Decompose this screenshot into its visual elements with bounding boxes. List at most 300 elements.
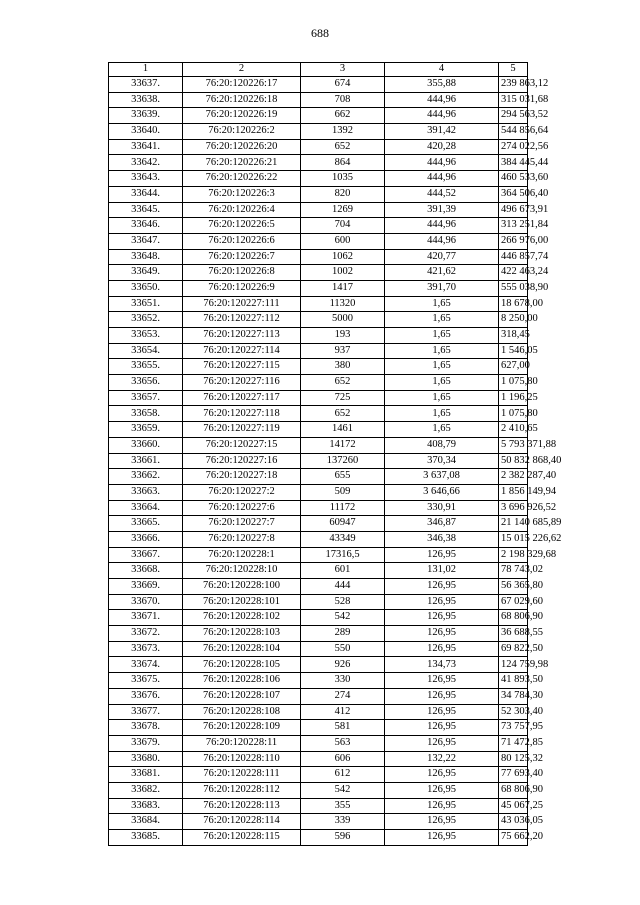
table-row bbox=[109, 673, 528, 689]
area-cell: 11172 bbox=[301, 500, 385, 516]
rate-cell: 126,95 bbox=[385, 704, 499, 720]
row-number-cell: 33649. bbox=[109, 265, 183, 281]
cadastral-number-cell: 76:20:120228:103 bbox=[183, 626, 301, 642]
row-number-cell: 33683. bbox=[109, 798, 183, 814]
value-cell: 266 976,00 bbox=[499, 233, 528, 249]
value-cell: 71 472,85 bbox=[499, 735, 528, 751]
table-row bbox=[109, 798, 528, 814]
rate-cell: 134,73 bbox=[385, 657, 499, 673]
area-cell: 137260 bbox=[301, 453, 385, 469]
cadastral-number-cell: 76:20:120226:6 bbox=[183, 233, 301, 249]
area-cell: 509 bbox=[301, 484, 385, 500]
value-cell: 77 693,40 bbox=[499, 767, 528, 783]
area-cell: 1417 bbox=[301, 280, 385, 296]
cadastral-number-cell: 76:20:120226:20 bbox=[183, 139, 301, 155]
area-cell: 355 bbox=[301, 798, 385, 814]
cadastral-number-cell: 76:20:120227:118 bbox=[183, 406, 301, 422]
row-number-cell: 33661. bbox=[109, 453, 183, 469]
row-number-cell: 33671. bbox=[109, 610, 183, 626]
row-number-cell: 33673. bbox=[109, 641, 183, 657]
area-cell: 274 bbox=[301, 688, 385, 704]
cadastral-number-cell: 76:20:120227:15 bbox=[183, 437, 301, 453]
table-row bbox=[109, 155, 528, 171]
value-cell: 384 445,44 bbox=[499, 155, 528, 171]
cadastral-number-cell: 76:20:120227:115 bbox=[183, 359, 301, 375]
cadastral-number-cell: 76:20:120227:16 bbox=[183, 453, 301, 469]
cadastral-number-cell: 76:20:120228:106 bbox=[183, 673, 301, 689]
cadastral-number-cell: 76:20:120228:1 bbox=[183, 547, 301, 563]
rate-cell: 444,96 bbox=[385, 92, 499, 108]
table-row bbox=[109, 328, 528, 344]
row-number-cell: 33653. bbox=[109, 328, 183, 344]
column-header-3: 3 bbox=[301, 63, 385, 77]
rate-cell: 3 646,66 bbox=[385, 484, 499, 500]
table-row bbox=[109, 171, 528, 187]
value-cell: 8 250,00 bbox=[499, 312, 528, 328]
cadastral-number-cell: 76:20:120227:112 bbox=[183, 312, 301, 328]
area-cell: 43349 bbox=[301, 531, 385, 547]
rate-cell: 126,95 bbox=[385, 814, 499, 830]
rate-cell: 132,22 bbox=[385, 751, 499, 767]
row-number-cell: 33680. bbox=[109, 751, 183, 767]
row-number-cell: 33638. bbox=[109, 92, 183, 108]
value-cell: 318,45 bbox=[499, 328, 528, 344]
row-number-cell: 33678. bbox=[109, 720, 183, 736]
row-number-cell: 33647. bbox=[109, 233, 183, 249]
area-cell: 563 bbox=[301, 735, 385, 751]
area-cell: 725 bbox=[301, 390, 385, 406]
rate-cell: 1,65 bbox=[385, 312, 499, 328]
table-row bbox=[109, 359, 528, 375]
table-row bbox=[109, 139, 528, 155]
cadastral-number-cell: 76:20:120226:4 bbox=[183, 202, 301, 218]
area-cell: 289 bbox=[301, 626, 385, 642]
cadastral-number-cell: 76:20:120227:113 bbox=[183, 328, 301, 344]
area-cell: 655 bbox=[301, 469, 385, 485]
row-number-cell: 33670. bbox=[109, 594, 183, 610]
area-cell: 542 bbox=[301, 782, 385, 798]
row-number-cell: 33637. bbox=[109, 77, 183, 93]
cadastral-number-cell: 76:20:120227:114 bbox=[183, 343, 301, 359]
rate-cell: 126,95 bbox=[385, 579, 499, 595]
rate-cell: 391,70 bbox=[385, 280, 499, 296]
row-number-cell: 33660. bbox=[109, 437, 183, 453]
rate-cell: 131,02 bbox=[385, 563, 499, 579]
value-cell: 18 678,00 bbox=[499, 296, 528, 312]
value-cell: 36 688,55 bbox=[499, 626, 528, 642]
cadastral-number-cell: 76:20:120228:109 bbox=[183, 720, 301, 736]
row-number-cell: 33667. bbox=[109, 547, 183, 563]
area-cell: 937 bbox=[301, 343, 385, 359]
table-row bbox=[109, 767, 528, 783]
cadastral-number-cell: 76:20:120228:108 bbox=[183, 704, 301, 720]
cadastral-number-cell: 76:20:120226:17 bbox=[183, 77, 301, 93]
value-cell: 1 856 149,94 bbox=[499, 484, 528, 500]
table-row bbox=[109, 500, 528, 516]
rate-cell: 444,52 bbox=[385, 186, 499, 202]
cadastral-number-cell: 76:20:120226:5 bbox=[183, 218, 301, 234]
value-cell: 1 196,25 bbox=[499, 390, 528, 406]
area-cell: 926 bbox=[301, 657, 385, 673]
area-cell: 704 bbox=[301, 218, 385, 234]
rate-cell: 1,65 bbox=[385, 375, 499, 391]
value-cell: 1 546,05 bbox=[499, 343, 528, 359]
rate-cell: 444,96 bbox=[385, 155, 499, 171]
row-number-cell: 33669. bbox=[109, 579, 183, 595]
value-cell: 41 893,50 bbox=[499, 673, 528, 689]
row-number-cell: 33668. bbox=[109, 563, 183, 579]
row-number-cell: 33684. bbox=[109, 814, 183, 830]
row-number-cell: 33639. bbox=[109, 108, 183, 124]
value-cell: 627,00 bbox=[499, 359, 528, 375]
cadastral-number-cell: 76:20:120228:113 bbox=[183, 798, 301, 814]
rate-cell: 408,79 bbox=[385, 437, 499, 453]
area-cell: 600 bbox=[301, 233, 385, 249]
cadastral-number-cell: 76:20:120228:101 bbox=[183, 594, 301, 610]
area-cell: 330 bbox=[301, 673, 385, 689]
area-cell: 380 bbox=[301, 359, 385, 375]
value-cell: 460 533,60 bbox=[499, 171, 528, 187]
cadastral-number-cell: 76:20:120226:3 bbox=[183, 186, 301, 202]
cadastral-table bbox=[108, 62, 562, 846]
table-row bbox=[109, 375, 528, 391]
cadastral-number-cell: 76:20:120227:116 bbox=[183, 375, 301, 391]
cadastral-number-cell: 76:20:120226:21 bbox=[183, 155, 301, 171]
row-number-cell: 33655. bbox=[109, 359, 183, 375]
value-cell: 555 038,90 bbox=[499, 280, 528, 296]
table-body bbox=[109, 77, 562, 846]
table-row bbox=[109, 92, 528, 108]
area-cell: 17316,5 bbox=[301, 547, 385, 563]
row-number-cell: 33659. bbox=[109, 422, 183, 438]
cadastral-number-cell: 76:20:120226:22 bbox=[183, 171, 301, 187]
value-cell: 364 506,40 bbox=[499, 186, 528, 202]
table-row bbox=[109, 704, 528, 720]
table-row bbox=[109, 218, 528, 234]
cadastral-number-cell: 76:20:120228:114 bbox=[183, 814, 301, 830]
rate-cell: 444,96 bbox=[385, 218, 499, 234]
value-cell: 78 743,02 bbox=[499, 563, 528, 579]
table-row bbox=[109, 312, 528, 328]
rate-cell: 126,95 bbox=[385, 641, 499, 657]
cadastral-number-cell: 76:20:120228:102 bbox=[183, 610, 301, 626]
table-row bbox=[109, 422, 528, 438]
row-number-cell: 33663. bbox=[109, 484, 183, 500]
area-cell: 864 bbox=[301, 155, 385, 171]
table-row bbox=[109, 265, 528, 281]
cadastral-number-cell: 76:20:120226:2 bbox=[183, 124, 301, 140]
table-row bbox=[109, 406, 528, 422]
table-row bbox=[109, 641, 528, 657]
value-cell: 315 031,68 bbox=[499, 92, 528, 108]
row-number-cell: 33646. bbox=[109, 218, 183, 234]
area-cell: 652 bbox=[301, 139, 385, 155]
rate-cell: 444,96 bbox=[385, 233, 499, 249]
rate-cell: 3 637,08 bbox=[385, 469, 499, 485]
area-cell: 662 bbox=[301, 108, 385, 124]
area-cell: 1392 bbox=[301, 124, 385, 140]
row-number-cell: 33662. bbox=[109, 469, 183, 485]
rate-cell: 126,95 bbox=[385, 688, 499, 704]
cadastral-number-cell: 76:20:120228:107 bbox=[183, 688, 301, 704]
value-cell: 68 806,90 bbox=[499, 782, 528, 798]
rate-cell: 126,95 bbox=[385, 547, 499, 563]
row-number-cell: 33657. bbox=[109, 390, 183, 406]
table-header-row bbox=[109, 63, 528, 77]
value-cell: 73 757,95 bbox=[499, 720, 528, 736]
area-cell: 596 bbox=[301, 830, 385, 846]
table-row bbox=[109, 751, 528, 767]
rate-cell: 126,95 bbox=[385, 610, 499, 626]
rate-cell: 370,34 bbox=[385, 453, 499, 469]
area-cell: 1461 bbox=[301, 422, 385, 438]
cadastral-number-cell: 76:20:120228:10 bbox=[183, 563, 301, 579]
row-number-cell: 33664. bbox=[109, 500, 183, 516]
area-cell: 528 bbox=[301, 594, 385, 610]
column-header-2: 2 bbox=[183, 63, 301, 77]
value-cell: 69 822,50 bbox=[499, 641, 528, 657]
value-cell: 2 382 287,40 bbox=[499, 469, 528, 485]
row-number-cell: 33677. bbox=[109, 704, 183, 720]
value-cell: 45 067,25 bbox=[499, 798, 528, 814]
value-cell: 34 784,30 bbox=[499, 688, 528, 704]
rate-cell: 126,95 bbox=[385, 798, 499, 814]
rate-cell: 126,95 bbox=[385, 735, 499, 751]
rate-cell: 1,65 bbox=[385, 390, 499, 406]
area-cell: 60947 bbox=[301, 516, 385, 532]
row-number-cell: 33665. bbox=[109, 516, 183, 532]
cadastral-number-cell: 76:20:120227:119 bbox=[183, 422, 301, 438]
value-cell: 50 832 868,40 bbox=[499, 453, 528, 469]
area-cell: 14172 bbox=[301, 437, 385, 453]
value-cell: 5 793 371,88 bbox=[499, 437, 528, 453]
rate-cell: 391,42 bbox=[385, 124, 499, 140]
area-cell: 193 bbox=[301, 328, 385, 344]
cadastral-number-cell: 76:20:120227:117 bbox=[183, 390, 301, 406]
rate-cell: 346,87 bbox=[385, 516, 499, 532]
value-cell: 1 075,80 bbox=[499, 375, 528, 391]
cadastral-number-cell: 76:20:120228:11 bbox=[183, 735, 301, 751]
table-row bbox=[109, 390, 528, 406]
row-number-cell: 33654. bbox=[109, 343, 183, 359]
value-cell: 446 857,74 bbox=[499, 249, 528, 265]
cadastral-number-cell: 76:20:120226:19 bbox=[183, 108, 301, 124]
table-row bbox=[109, 782, 528, 798]
table-row bbox=[109, 563, 528, 579]
row-number-cell: 33645. bbox=[109, 202, 183, 218]
cadastral-number-cell: 76:20:120227:7 bbox=[183, 516, 301, 532]
table-row bbox=[109, 814, 528, 830]
table-row bbox=[109, 516, 528, 532]
value-cell: 239 863,12 bbox=[499, 77, 528, 93]
row-number-cell: 33676. bbox=[109, 688, 183, 704]
area-cell: 581 bbox=[301, 720, 385, 736]
value-cell: 124 759,98 bbox=[499, 657, 528, 673]
table-row bbox=[109, 437, 528, 453]
row-number-cell: 33658. bbox=[109, 406, 183, 422]
page-number: 688 bbox=[311, 26, 329, 40]
rate-cell: 420,77 bbox=[385, 249, 499, 265]
rate-cell: 1,65 bbox=[385, 359, 499, 375]
table-row bbox=[109, 735, 528, 751]
column-header-5: 5 bbox=[499, 63, 528, 77]
row-number-cell: 33643. bbox=[109, 171, 183, 187]
value-cell: 68 806,90 bbox=[499, 610, 528, 626]
table-row bbox=[109, 249, 528, 265]
row-number-cell: 33685. bbox=[109, 830, 183, 846]
value-cell: 3 696 926,52 bbox=[499, 500, 528, 516]
table-row bbox=[109, 108, 528, 124]
cadastral-number-cell: 76:20:120227:2 bbox=[183, 484, 301, 500]
cadastral-number-cell: 76:20:120228:115 bbox=[183, 830, 301, 846]
cadastral-number-cell: 76:20:120226:8 bbox=[183, 265, 301, 281]
row-number-cell: 33682. bbox=[109, 782, 183, 798]
value-cell: 15 015 226,62 bbox=[499, 531, 528, 547]
rate-cell: 126,95 bbox=[385, 626, 499, 642]
table-row bbox=[109, 484, 528, 500]
cadastral-number-cell: 76:20:120227:111 bbox=[183, 296, 301, 312]
area-cell: 1062 bbox=[301, 249, 385, 265]
cadastral-number-cell: 76:20:120227:6 bbox=[183, 500, 301, 516]
column-header-4: 4 bbox=[385, 63, 499, 77]
cadastral-number-cell: 76:20:120228:104 bbox=[183, 641, 301, 657]
area-cell: 339 bbox=[301, 814, 385, 830]
value-cell: 67 029,60 bbox=[499, 594, 528, 610]
cadastral-number-cell: 76:20:120228:100 bbox=[183, 579, 301, 595]
value-cell: 80 125,32 bbox=[499, 751, 528, 767]
value-cell: 422 463,24 bbox=[499, 265, 528, 281]
area-cell: 1002 bbox=[301, 265, 385, 281]
row-number-cell: 33641. bbox=[109, 139, 183, 155]
rate-cell: 126,95 bbox=[385, 673, 499, 689]
rate-cell: 1,65 bbox=[385, 406, 499, 422]
table-row bbox=[109, 610, 528, 626]
row-number-cell: 33681. bbox=[109, 767, 183, 783]
area-cell: 1035 bbox=[301, 171, 385, 187]
area-cell: 5000 bbox=[301, 312, 385, 328]
area-cell: 444 bbox=[301, 579, 385, 595]
rate-cell: 444,96 bbox=[385, 108, 499, 124]
rate-cell: 420,28 bbox=[385, 139, 499, 155]
area-cell: 674 bbox=[301, 77, 385, 93]
area-cell: 550 bbox=[301, 641, 385, 657]
table-row bbox=[109, 579, 528, 595]
value-cell: 75 662,20 bbox=[499, 830, 528, 846]
value-cell: 313 251,84 bbox=[499, 218, 528, 234]
rate-cell: 346,38 bbox=[385, 531, 499, 547]
row-number-cell: 33640. bbox=[109, 124, 183, 140]
row-number-cell: 33679. bbox=[109, 735, 183, 751]
table-row bbox=[109, 688, 528, 704]
cadastral-number-cell: 76:20:120226:7 bbox=[183, 249, 301, 265]
area-cell: 820 bbox=[301, 186, 385, 202]
table-row bbox=[109, 657, 528, 673]
column-header-1: 1 bbox=[109, 63, 183, 77]
cadastral-number-cell: 76:20:120228:112 bbox=[183, 782, 301, 798]
table-row bbox=[109, 124, 528, 140]
rate-cell: 1,65 bbox=[385, 422, 499, 438]
cadastral-number-cell: 76:20:120226:9 bbox=[183, 280, 301, 296]
area-cell: 412 bbox=[301, 704, 385, 720]
row-number-cell: 33648. bbox=[109, 249, 183, 265]
rate-cell: 126,95 bbox=[385, 594, 499, 610]
row-number-cell: 33672. bbox=[109, 626, 183, 642]
cadastral-number-cell: 76:20:120226:18 bbox=[183, 92, 301, 108]
table-row bbox=[109, 531, 528, 547]
table-row bbox=[109, 233, 528, 249]
cadastral-number-cell: 76:20:120227:18 bbox=[183, 469, 301, 485]
area-cell: 11320 bbox=[301, 296, 385, 312]
table-row bbox=[109, 547, 528, 563]
table-row bbox=[109, 626, 528, 642]
cadastral-number-cell: 76:20:120228:105 bbox=[183, 657, 301, 673]
value-cell: 56 365,80 bbox=[499, 579, 528, 595]
rate-cell: 1,65 bbox=[385, 296, 499, 312]
rate-cell: 126,95 bbox=[385, 720, 499, 736]
rate-cell: 421,62 bbox=[385, 265, 499, 281]
area-cell: 601 bbox=[301, 563, 385, 579]
value-cell: 21 140 685,89 bbox=[499, 516, 528, 532]
table-row bbox=[109, 469, 528, 485]
table-row bbox=[109, 720, 528, 736]
rate-cell: 1,65 bbox=[385, 343, 499, 359]
area-cell: 612 bbox=[301, 767, 385, 783]
rate-cell: 1,65 bbox=[385, 328, 499, 344]
row-number-cell: 33652. bbox=[109, 312, 183, 328]
table-row bbox=[109, 453, 528, 469]
table-row bbox=[109, 830, 528, 846]
table-row bbox=[109, 343, 528, 359]
table-row bbox=[109, 77, 528, 93]
value-cell: 496 673,91 bbox=[499, 202, 528, 218]
area-cell: 708 bbox=[301, 92, 385, 108]
row-number-cell: 33644. bbox=[109, 186, 183, 202]
cadastral-number-cell: 76:20:120228:110 bbox=[183, 751, 301, 767]
area-cell: 606 bbox=[301, 751, 385, 767]
rate-cell: 355,88 bbox=[385, 77, 499, 93]
row-number-cell: 33650. bbox=[109, 280, 183, 296]
table-row bbox=[109, 280, 528, 296]
rate-cell: 391,39 bbox=[385, 202, 499, 218]
rate-cell: 126,95 bbox=[385, 830, 499, 846]
area-cell: 1269 bbox=[301, 202, 385, 218]
cadastral-number-cell: 76:20:120228:111 bbox=[183, 767, 301, 783]
row-number-cell: 33642. bbox=[109, 155, 183, 171]
rate-cell: 126,95 bbox=[385, 767, 499, 783]
row-number-cell: 33666. bbox=[109, 531, 183, 547]
value-cell: 43 036,05 bbox=[499, 814, 528, 830]
table-row bbox=[109, 296, 528, 312]
value-cell: 294 563,52 bbox=[499, 108, 528, 124]
table-row bbox=[109, 186, 528, 202]
area-cell: 652 bbox=[301, 406, 385, 422]
row-number-cell: 33674. bbox=[109, 657, 183, 673]
row-number-cell: 33675. bbox=[109, 673, 183, 689]
value-cell: 2 410,65 bbox=[499, 422, 528, 438]
rate-cell: 444,96 bbox=[385, 171, 499, 187]
area-cell: 652 bbox=[301, 375, 385, 391]
value-cell: 544 856,64 bbox=[499, 124, 528, 140]
value-cell: 52 303,40 bbox=[499, 704, 528, 720]
row-number-cell: 33656. bbox=[109, 375, 183, 391]
rate-cell: 330,91 bbox=[385, 500, 499, 516]
rate-cell: 126,95 bbox=[385, 782, 499, 798]
table-row bbox=[109, 202, 528, 218]
value-cell: 2 198 329,68 bbox=[499, 547, 528, 563]
value-cell: 1 075,80 bbox=[499, 406, 528, 422]
value-cell: 274 022,56 bbox=[499, 139, 528, 155]
area-cell: 542 bbox=[301, 610, 385, 626]
